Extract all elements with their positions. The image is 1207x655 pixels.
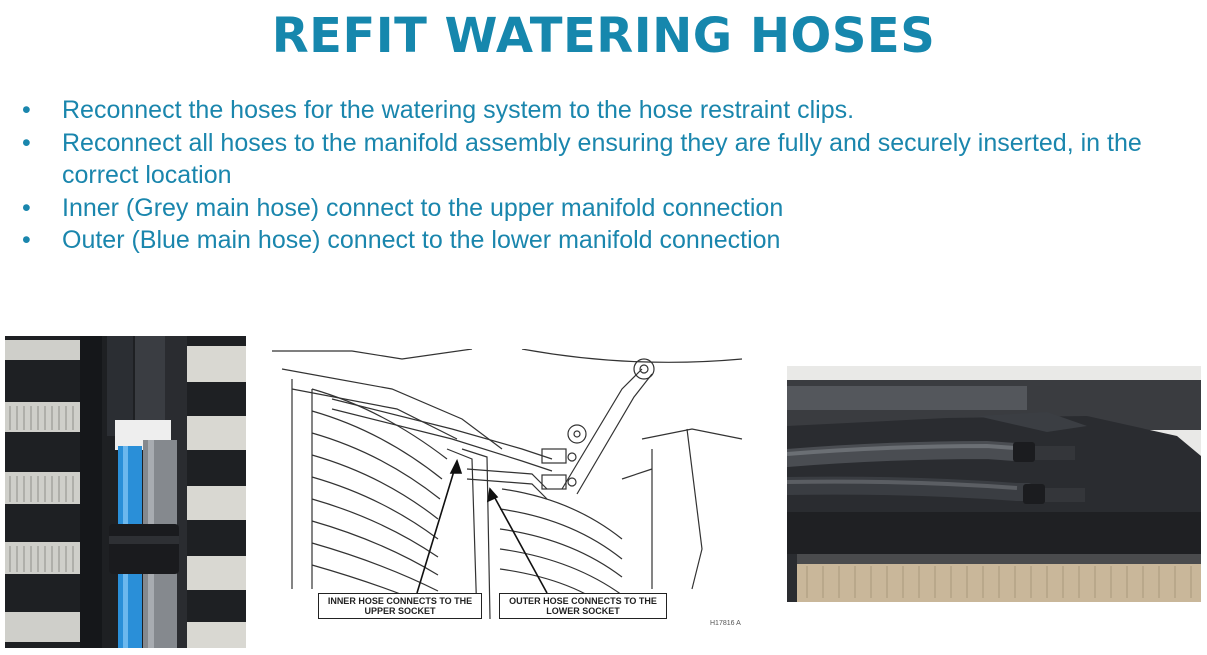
- diagram-manifold-graphic: [272, 349, 752, 629]
- bullet-item: [22, 192, 1192, 225]
- bullet-item: [22, 224, 1192, 257]
- bullet-item: [22, 127, 1192, 192]
- bullet-item: [22, 94, 1192, 127]
- callout-inner-hose: INNER HOSE CONNECTS TO THE UPPER SOCKET: [318, 593, 482, 619]
- photo-manifold-connection: [787, 366, 1201, 602]
- bullet-text: Outer (Blue main hose) connect to the lower manifold connection: [62, 226, 781, 254]
- bullet-text: Inner (Grey main hose) connect to the upper manifold connection: [62, 193, 784, 222]
- bullet-text: Reconnect all hoses to the manifold assembly ensuring they are fully and securely inserted, in the correct location: [62, 128, 1142, 189]
- bullet-dot: •: [22, 96, 31, 124]
- diagram-manifold: [272, 349, 752, 629]
- bullet-list: [22, 94, 1192, 257]
- photo-hoses-clips-graphic: [5, 336, 246, 648]
- slide-title: REFIT WATERING HOSES: [271, 8, 936, 64]
- bullet-dot: •: [22, 226, 31, 254]
- figure-reference: H17816 A: [710, 620, 741, 627]
- photo-hoses-clips: [5, 336, 246, 648]
- photo-manifold-connection-graphic: [787, 366, 1201, 602]
- bullet-dot: •: [22, 193, 31, 222]
- bullet-dot: •: [22, 128, 31, 157]
- callout-outer-hose: OUTER HOSE CONNECTS TO THE LOWER SOCKET: [499, 593, 667, 619]
- bullet-text: Reconnect the hoses for the watering system to the hose restraint clips.: [62, 96, 855, 124]
